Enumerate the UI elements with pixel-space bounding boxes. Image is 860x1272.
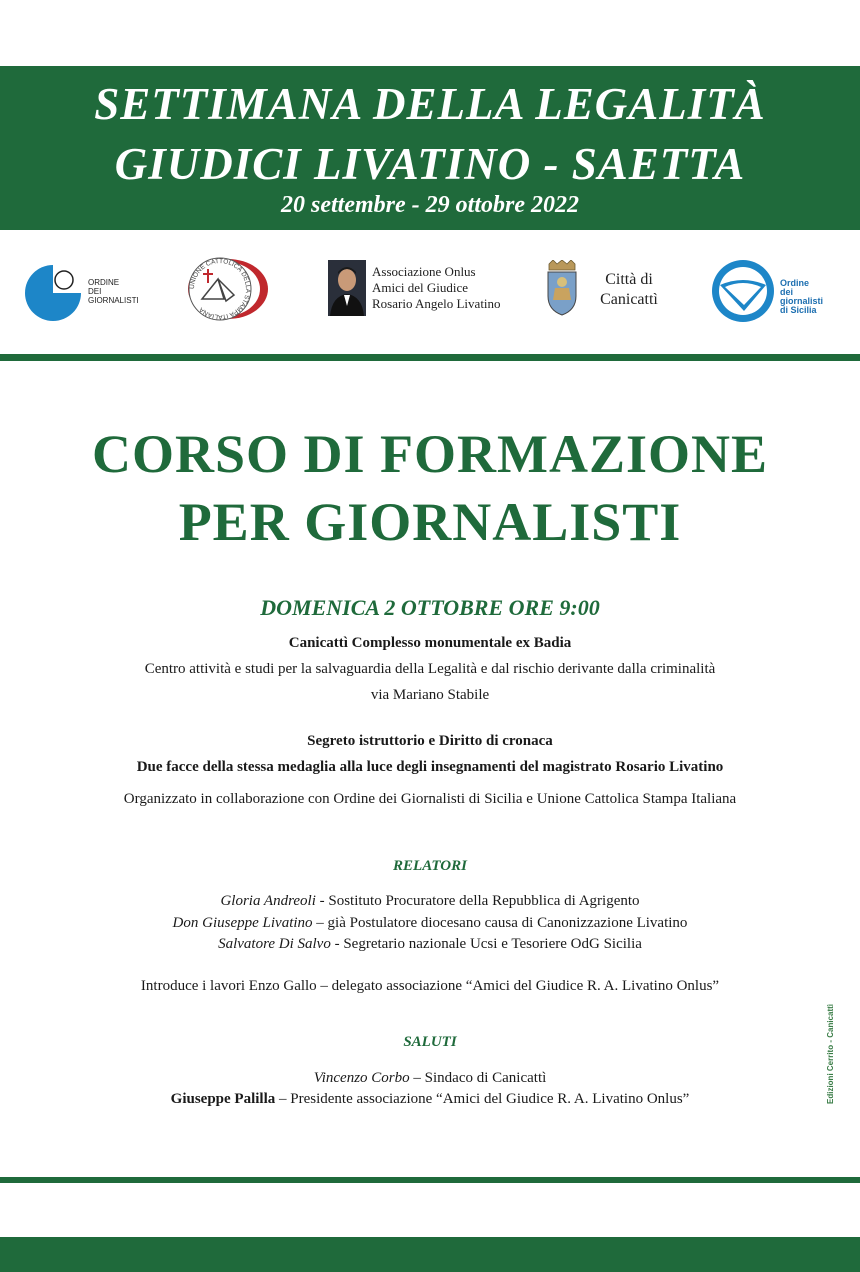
banner-title-line1: SETTIMANA DELLA LEGALITÀ: [94, 79, 766, 129]
banner-title-line2: GIUDICI LIVATINO - SAETTA: [114, 139, 746, 189]
relatore-name-2: Don Giuseppe Livatino: [172, 915, 313, 931]
ucsi-logo: [168, 255, 272, 323]
course-title-line2: PER GIORNALISTI: [178, 492, 682, 552]
event-topic2: Due facce della stessa medaglia alla luce degli insegnamenti del magistrato Rosario Livatino: [136, 759, 724, 775]
event-topic1: Segreto istruttorio e Diritto di cronaca: [307, 733, 553, 749]
associazione-line2: Amici del Giudice: [372, 280, 469, 295]
event-venue: Canicattì Complesso monumentale ex Badia: [288, 635, 572, 651]
saluto-name-2: Giuseppe Palilla: [170, 1091, 276, 1107]
ordine-text-3: GIORNALISTI: [88, 296, 139, 305]
event-address: via Mariano Stabile: [370, 687, 490, 703]
ordine-text-2: DEI: [88, 287, 102, 296]
saluti-heading: SALUTI: [403, 1034, 457, 1050]
relatori-heading: RELATORI: [393, 858, 467, 874]
ucsi-emblem-icon: [168, 255, 272, 323]
relatore-role-3: - Segretario nazionale Ucsi e Tesoriere OdG Sicilia: [330, 936, 642, 952]
associazione-line3: Rosario Angelo Livatino: [372, 296, 501, 311]
ordine-sicilia-line3: giornalisti: [780, 296, 824, 306]
saluto-row-1: [0, 1068, 860, 1088]
citta-line2: Canicattì: [600, 291, 658, 308]
ordine-circle-icon: [24, 262, 84, 324]
ordine-sicilia-emblem-icon: [710, 259, 776, 323]
relatore-name-1: Gloria Andreoli: [220, 893, 316, 909]
ordine-sicilia-line4: di Sicilia: [780, 305, 817, 315]
relatore-row-2: [0, 913, 860, 933]
relatore-role-1: - Sostituto Procuratore della Repubblica di Agrigento: [315, 893, 640, 909]
relatore-role-2: – già Postulatore diocesano causa di Canonizzazione Livatino: [312, 915, 688, 931]
saluto-name-1: Vincenzo Corbo: [313, 1070, 410, 1086]
ordine-sicilia-logo: [710, 259, 840, 323]
ordine-sicilia-line2: dei: [780, 287, 794, 297]
logos-divider: [0, 354, 860, 361]
livatino-portrait-icon: [328, 260, 366, 316]
relatore-row-1: [0, 891, 860, 911]
associazione-line1: Associazione Onlus: [372, 264, 476, 279]
ordine-text-1: ORDINE: [88, 278, 120, 287]
coat-of-arms-icon: [545, 260, 579, 316]
event-organized: Organizzato in collaborazione con Ordine dei Giornalisti di Sicilia e Unione Cattolica Stampa Italiana: [123, 791, 737, 807]
ordine-giornalisti-logo: [24, 262, 144, 324]
event-date: DOMENICA 2 OTTOBRE ORE 9:00: [260, 595, 600, 620]
edizioni-credit: Edizioni Cerrito - Canicattì: [826, 1004, 835, 1105]
saluto-role-2: – Presidente associazione “Amici del Giudice R. A. Livatino Onlus”: [275, 1091, 690, 1107]
course-title-line1: CORSO DI FORMAZIONE: [91, 424, 769, 484]
associazione-logo: [328, 260, 528, 318]
relatore-row-3: [0, 934, 860, 954]
ucsi-ring-text: UNIONE CATTOLICA DELLA STAMPA ITALIANA: [188, 257, 252, 321]
citta-line1: Città di: [605, 271, 653, 288]
relatore-name-3: Salvatore Di Salvo: [218, 936, 331, 952]
bottom-divider: [0, 1177, 860, 1183]
event-center: Centro attività e studi per la salvaguardia della Legalità e dal rischio derivante dalla criminalità: [144, 661, 716, 677]
saluto-role-1: – Sindaco di Canicattì: [409, 1070, 547, 1086]
banner-dates: 20 settembre - 29 ottobre 2022: [281, 192, 579, 218]
relatori-intro: Introduce i lavori Enzo Gallo – delegato associazione “Amici del Giudice R. A. Livatino Onlus”: [140, 978, 720, 994]
saluto-row-2: [0, 1089, 860, 1109]
ordine-sicilia-line1: Ordine: [780, 278, 810, 288]
header-banner: [0, 66, 860, 230]
citta-canicatti-logo: [545, 260, 675, 318]
bottom-bar: [0, 1237, 860, 1272]
